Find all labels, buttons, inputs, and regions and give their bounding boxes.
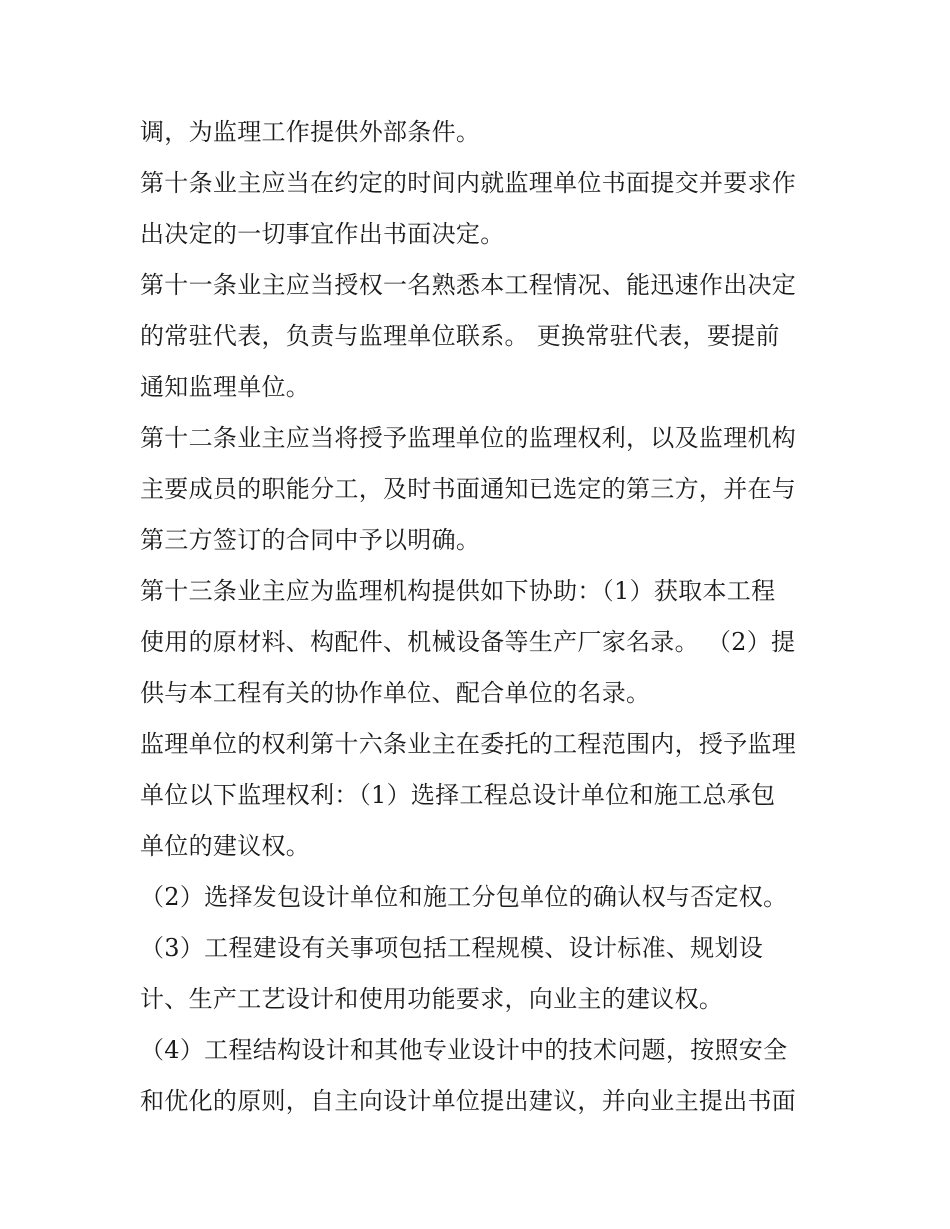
- text-line: 供与本工程有关的协作单位、配合单位的名录。: [140, 679, 651, 707]
- document-body: [140, 107, 840, 1127]
- text-line: 计、生产工艺设计和使用功能要求，向业主的建议权。: [140, 985, 724, 1013]
- text-line: 通知监理单位。: [140, 373, 311, 401]
- text-line: （2）选择发包设计单位和施工分包单位的确认权与否定权。: [140, 883, 788, 911]
- text-line: 的常驻代表，负责与监理单位联系。 更换常驻代表，要提前: [140, 322, 780, 350]
- text-line: 第十三条业主应为监理机构提供如下协助：（1）获取本工程: [140, 577, 776, 605]
- text-line: 使用的原材料、构配件、机械设备等生产厂家名录。 （2）提: [140, 628, 796, 656]
- text-line: 单位以下监理权利：（1）选择工程总设计单位和施工总承包: [140, 781, 776, 809]
- text-line: 和优化的原则，自主向设计单位提出建议，并向业主提出书面: [140, 1087, 797, 1115]
- text-line: 单位的建议权。: [140, 832, 311, 860]
- text-line: 第十一条业主应当授权一名熟悉本工程情况、能迅速作出决定: [140, 271, 797, 299]
- text-line: 调，为监理工作提供外部条件。: [140, 118, 481, 146]
- text-line: 第三方签订的合同中予以明确。: [140, 526, 481, 554]
- text-line: 第十条业主应当在约定的时间内就监理单位书面提交并要求作: [140, 169, 797, 197]
- text-line: 出决定的一切事宜作出书面决定。: [140, 220, 505, 248]
- text-line: 主要成员的职能分工，及时书面通知已选定的第三方，并在与: [140, 475, 797, 503]
- text-line: 监理单位的权利第十六条业主在委托的工程范围内，授予监理: [140, 730, 797, 758]
- text-line: 第十二条业主应当将授予监理单位的监理权利，以及监理机构: [140, 424, 797, 452]
- text-line: （3）工程建设有关事项包括工程规模、设计标准、规划设: [140, 934, 764, 962]
- text-line: （4）工程结构设计和其他专业设计中的技术问题，按照安全: [140, 1036, 788, 1064]
